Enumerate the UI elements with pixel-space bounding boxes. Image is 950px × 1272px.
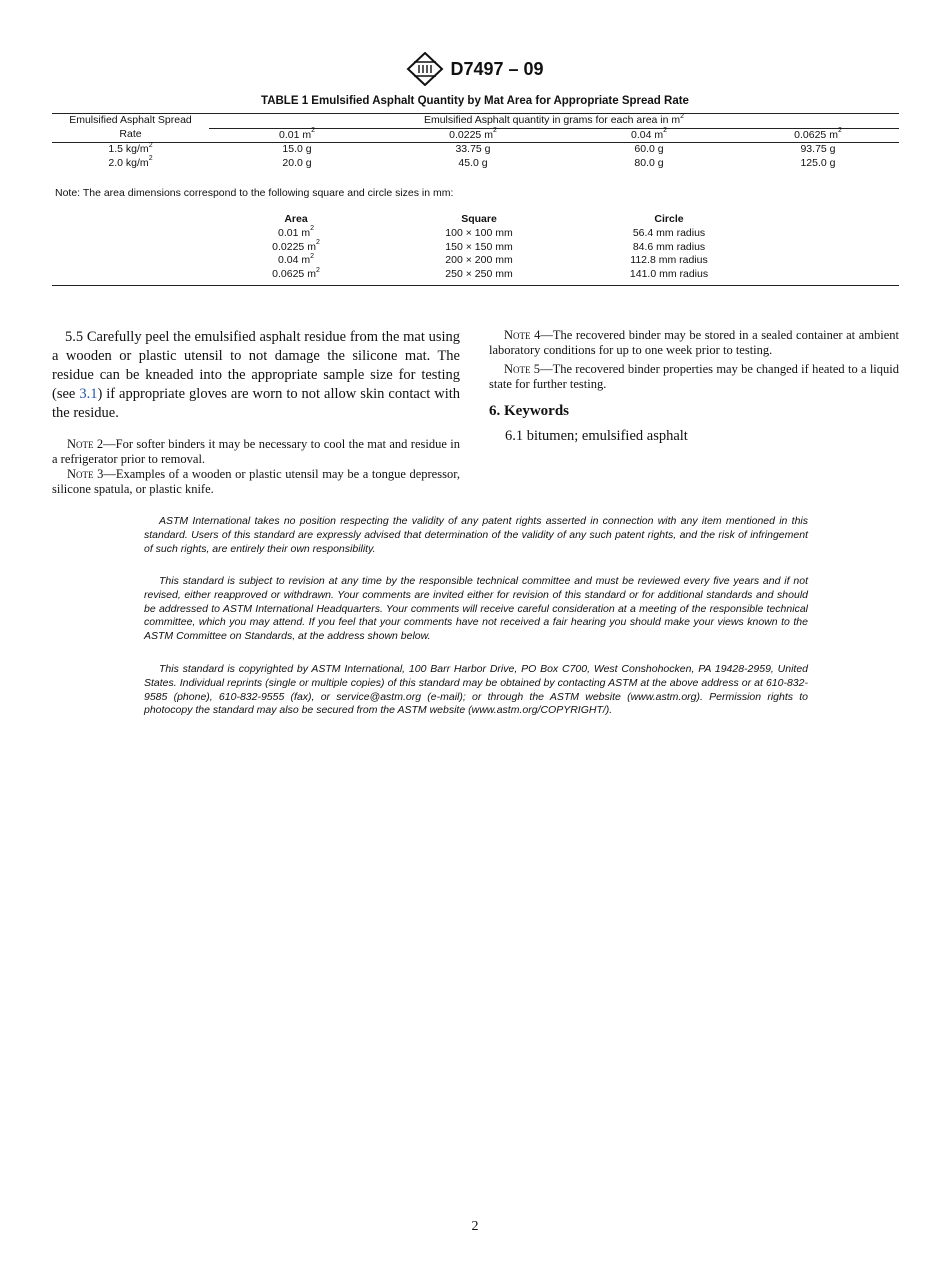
group-header: Emulsified Asphalt quantity in grams for each area in $m^2$ [209, 114, 899, 129]
value-cell: 60.0 g [634, 143, 664, 155]
area-cell: 0.01 $m^2$ [277, 225, 314, 239]
keywords-text: 6.1 bitumen; emulsified asphalt [505, 428, 688, 444]
table-bottom-rule [52, 285, 899, 286]
astm-logo-icon [406, 52, 444, 86]
page-number: 2 [471, 1219, 479, 1234]
column-header: 0.0625 $m^2$ [737, 128, 899, 143]
value-cell: 20.0 g [282, 156, 312, 169]
patent-disclaimer: ASTM International takes no position respecting the validity of any patent rights asserted in connection with any item mentioned in this standard. Users of this standard are expressly advised that determination of the validity of any such patent rights, and the risk of infringement of such rights, are entirely their own responsibility. [144, 515, 808, 555]
sub-header-area: Area [284, 213, 308, 225]
table-row [52, 254, 899, 268]
value-cell: 45.0 g [458, 156, 488, 169]
circle-cell: 84.6 mm radius [632, 240, 706, 253]
square-cell: 150 × 150 mm [445, 240, 513, 253]
note-2: Note 2—For softer binders it may be necessary to cool the mat and residue in a refrigerator prior to removal. [52, 437, 460, 466]
left-column [52, 328, 460, 497]
column-header: 0.0225 $m^2$ [385, 128, 561, 143]
value-cell: 125.0 g [800, 156, 836, 169]
row-header-line2: Rate [52, 128, 209, 143]
document-id: D7497 – 09 [450, 58, 544, 79]
copyright-notice: This standard is copyrighted by ASTM International, 100 Barr Harbor Drive, PO Box C700, West Conshohocken, PA 19428-2959, United States. Individual reprints (single or multiple copies) of this standard may be obtained by contacting ASTM at the above address or at 610-832-9585 (phone), 610-832-9555 (fax), or service@astm.org (e-mail); or through the ASTM website (www.astm.org). Permission rights to photocopy the standard may also be secured from the ASTM website (www.astm.org/COPYRIGHT/). [144, 663, 808, 717]
table-row [52, 241, 899, 255]
value-cell: 15.0 g [282, 143, 312, 155]
circle-cell: 141.0 mm radius [629, 268, 709, 281]
area-cell: 0.04 $m^2$ [277, 252, 314, 267]
note-3: Note 3—Examples of a wooden or plastic utensil may be a tongue depressor, silicone spatula, or plastic knife. [52, 467, 460, 496]
section-5-5: 5.5 Carefully peel the emulsified asphalt residue from the mat using a wooden or plastic utensil to not damage the silicone mat. The residue can be kneaded into the appropriate sample size for testing (see 3.1) if appropriate gloves are worn to not allow skin contact with the residue. [52, 329, 460, 421]
sub-header-circle: Circle [654, 213, 684, 225]
square-cell: 250 × 250 mm [445, 268, 513, 281]
spread-rate-table [52, 113, 899, 170]
table-row [52, 227, 899, 241]
section-3-1-link[interactable]: 3.1 [79, 386, 98, 402]
circle-cell: 112.8 mm radius [630, 254, 708, 267]
table-note: Note: The area dimensions correspond to the following square and circle sizes in mm: [55, 187, 454, 199]
table-title: TABLE 1 Emulsified Asphalt Quantity by Mat Area for Appropriate Spread Rate [261, 95, 689, 107]
circle-cell: 56.4 mm radius [632, 226, 706, 239]
table-row [52, 143, 899, 157]
area-cell: 0.0625 $m^2$ [272, 266, 320, 281]
square-cell: 100 × 100 mm [445, 226, 513, 239]
value-cell: 93.75 g [800, 143, 836, 155]
column-header: 0.01 $m^2$ [209, 128, 385, 143]
note-4: Note 4—The recovered binder may be stored in a sealed container at ambient laboratory conditions for up to one week prior to testing. [489, 328, 899, 357]
keywords-heading: 6. Keywords [489, 403, 569, 419]
square-cell: 200 × 200 mm [445, 254, 513, 267]
table-row [52, 268, 899, 282]
note-5: Note 5—The recovered binder properties may be changed if heated to a liquid state for further testing. [489, 362, 899, 391]
right-column [489, 328, 899, 446]
value-cell: 33.75 g [455, 143, 491, 155]
area-dimensions-table [52, 213, 899, 282]
rate-cell: 1.5 $kg/m^2$ [108, 141, 153, 155]
rate-cell: 2.0 $kg/m^2$ [108, 155, 153, 169]
area-cell: 0.0225 $m^2$ [272, 239, 320, 253]
value-cell: 80.0 g [634, 156, 664, 169]
table-row [52, 157, 899, 171]
page-header [0, 52, 950, 86]
row-header-line1: Emulsified Asphalt Spread [52, 114, 209, 129]
revision-disclaimer: This standard is subject to revision at any time by the responsible technical committee and must be reviewed every five years and if not revised, either reapproved or withdrawn. Your comments are invited either for revision of this standard or for additional standards and should be addressed to ASTM International Headquarters. Your comments will receive careful consideration at a meeting of the responsible technical committee, which you may attend. If you feel that your comments have not received a fair hearing you should make your views known to the ASTM Committee on Standards, at the address shown below. [144, 575, 808, 643]
column-header: 0.04 $m^2$ [561, 128, 737, 143]
sub-header-square: Square [461, 213, 497, 225]
